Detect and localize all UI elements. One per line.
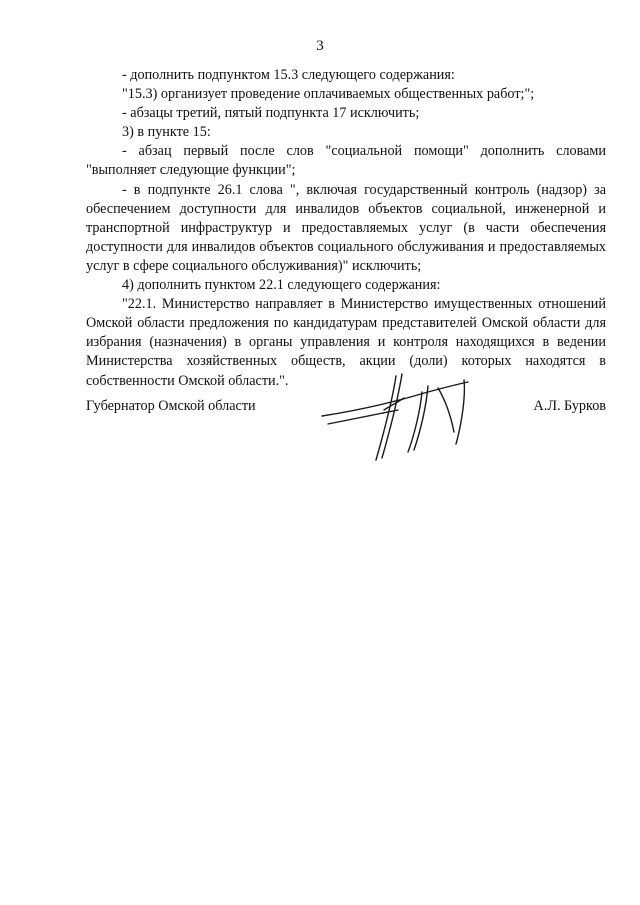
paragraph-3: - абзацы третий, пятый подпункта 17 исключить; <box>122 105 420 122</box>
paragraph-1: - дополнить подпунктом 15.3 следующего содержания: <box>122 67 455 83</box>
paragraph-5: - абзац первый после слов "социальной помощи" дополнить словами "выполняет следующие функции"; <box>86 143 606 179</box>
paragraph-7: 4) дополнить пунктом 22.1 следующего содержания: <box>122 277 441 294</box>
signer-name: А.Л. Бурков <box>533 398 606 414</box>
handwritten-signature <box>318 372 508 464</box>
paragraph-8: "22.1. Министерство направляет в Министерство имущественных отношений Омской области предложения по кандидатурам представителей Омской области для избрания (назначения) в органы управления и контроля находящихся в ведении Министерства хозяйственных обществ, акции (доли) которых находятся в собственности Омской области.". <box>86 296 606 389</box>
document-body <box>86 66 606 391</box>
paragraph-4: 3) в пункте 15: <box>122 124 211 141</box>
signer-position: Губернатор Омской области <box>86 398 256 414</box>
paragraph-2: "15.3) организует проведение оплачиваемых общественных работ;"; <box>122 86 535 103</box>
page-number: 3 <box>316 38 324 54</box>
paragraph-6: - в подпункте 26.1 слова ", включая государственный контроль (надзор) за обеспечением доступности для инвалидов объектов социальной, инженерной и транспортной инфраструктур и предоставляемых услуг (в части обеспечения доступности для инвалидов объектов социального обслуживания и предоставляемых услуг в сфере социального обслуживания)" исключить; <box>86 181 606 274</box>
